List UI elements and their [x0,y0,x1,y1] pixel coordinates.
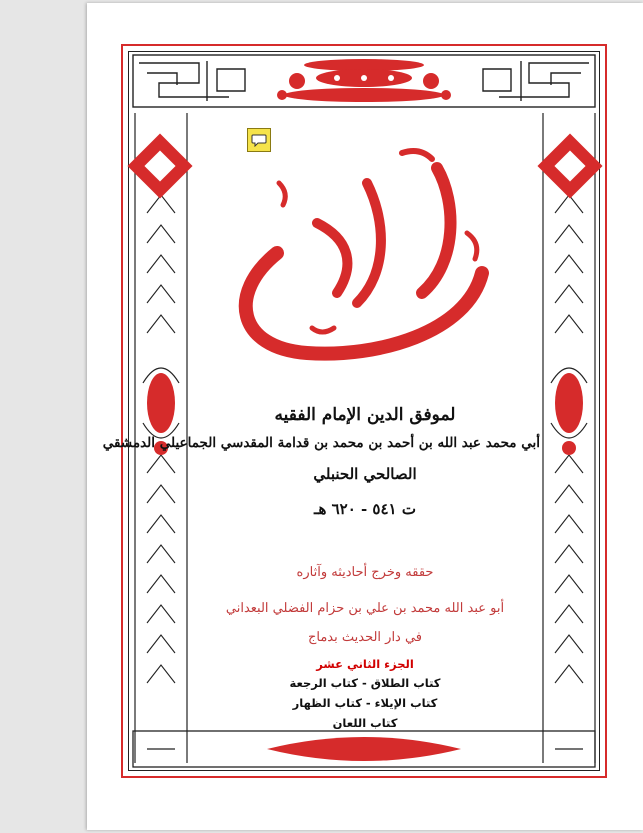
speech-bubble-icon [251,133,267,147]
document-page [87,3,643,830]
author-prefix: لموفق الدين الإمام الفقيه [274,405,456,425]
edited-by-label: حققه وخرج أحاديثه وآثاره [296,565,434,580]
contents-line: كتاب الإيلاء - كتاب الظهار [292,696,438,710]
contents-line: كتاب اللعان [332,716,398,730]
author-name: أبي محمد عبد الله بن أحمد بن محمد بن قدامة المقدسي الجماعيلي الدمشقي [102,435,540,451]
author-dates: ت ٥٤١ - ٦٢٠ هـ [314,500,416,518]
author-nisba: الصالحي الحنبلي [313,465,417,483]
comment-icon[interactable] [247,128,271,152]
publisher: في دار الحديث بدماج [307,630,423,645]
title-calligraphy [207,143,517,383]
volume-label: الجزء الثاني عشر [316,657,414,671]
editor-name: أبو عبد الله محمد بن علي بن حزام الفضلي البعداني [225,601,505,616]
contents-line: كتاب الطلاق - كتاب الرجعة [289,676,441,690]
